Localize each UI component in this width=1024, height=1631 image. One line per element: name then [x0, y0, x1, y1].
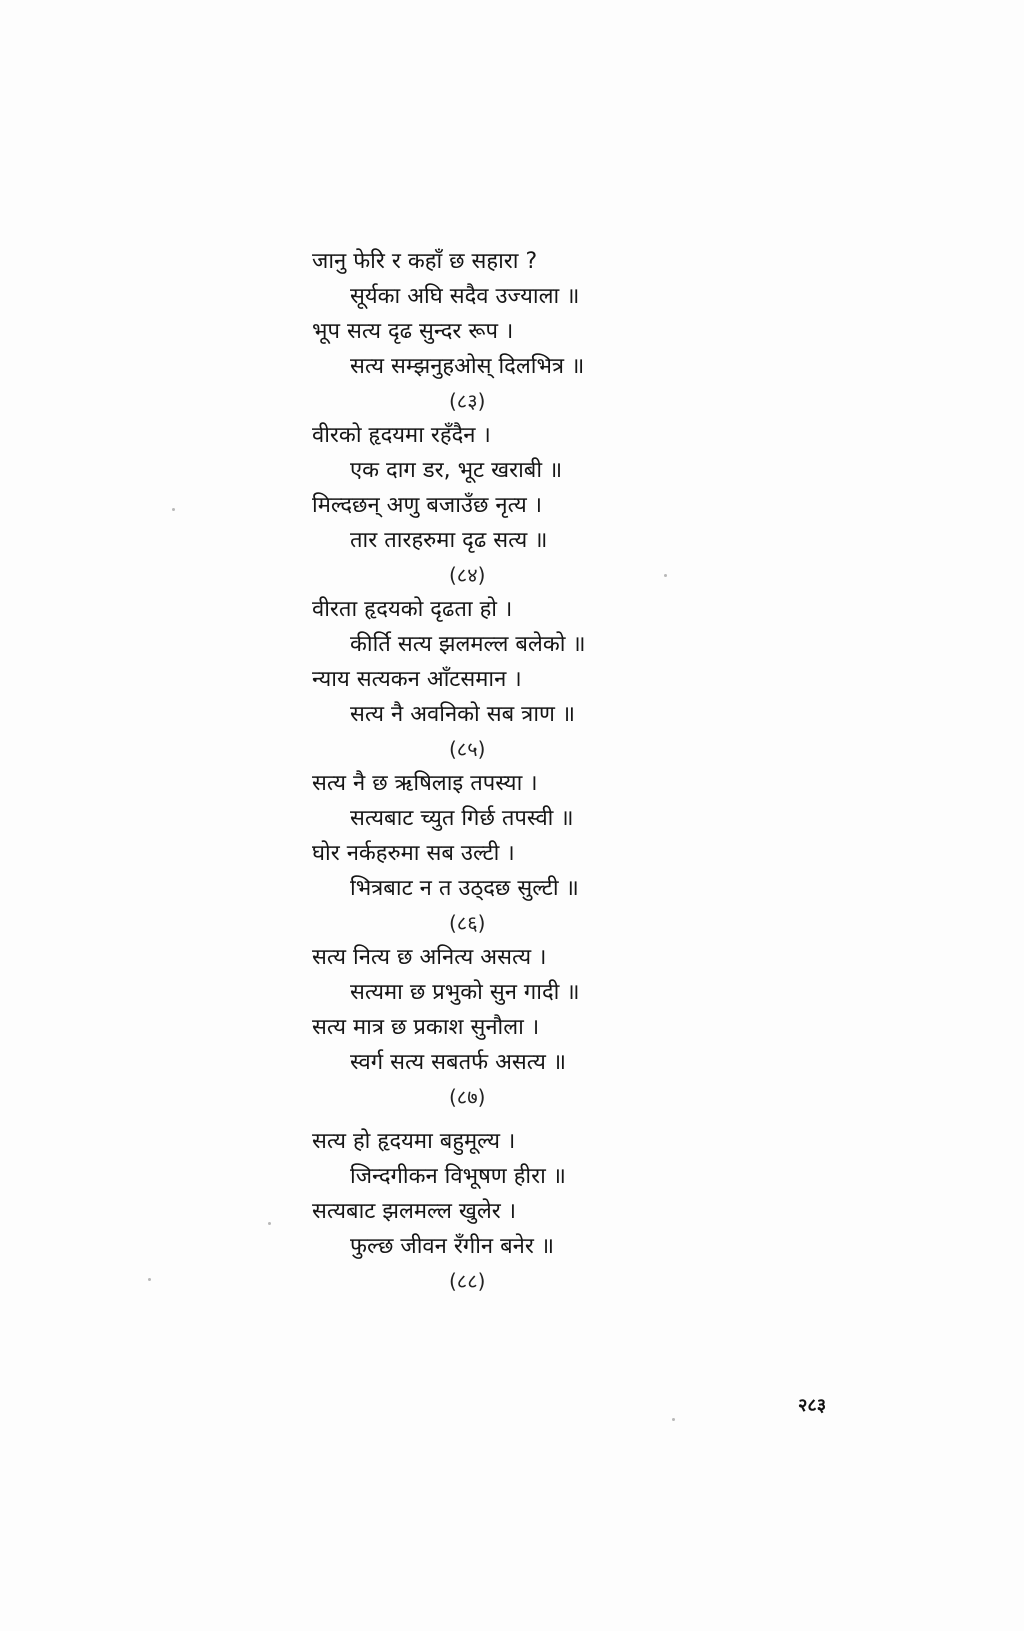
poem-line: सूर्यका अघि सदैव उज्याला ॥ — [350, 284, 580, 309]
stanza-gap — [312, 1114, 672, 1124]
poem-line: सत्यमा छ प्रभुको सुन गादी ॥ — [350, 980, 580, 1005]
verse-number: (८४) — [449, 563, 486, 587]
poem-line: भूप सत्य दृढ सुन्दर रूप । — [312, 319, 514, 344]
poem-line: सत्य हो हृदयमा बहुमूल्य । — [312, 1129, 516, 1154]
poem-line: स्वर्ग सत्य सबतर्फ असत्य ॥ — [350, 1050, 567, 1075]
poem-line: सत्य नित्य छ अनित्य असत्य । — [312, 945, 547, 970]
verse-number: (८८) — [449, 1269, 486, 1293]
poem-line: सत्य सम्झनुहओस् दिलभित्र ॥ — [350, 354, 585, 379]
verse-number: (८५) — [449, 737, 486, 761]
stanza-85 — [312, 592, 672, 766]
stanza-88 — [312, 1124, 672, 1298]
stanza-83 — [312, 244, 672, 418]
stanza-87 — [312, 940, 672, 1114]
scan-speck — [672, 1418, 675, 1421]
poem-line: सत्य मात्र छ प्रकाश सुनौला । — [312, 1015, 540, 1040]
poem-body — [312, 244, 672, 1298]
scan-speck — [268, 1222, 271, 1225]
poem-line: भित्रबाट न त उठ्दछ सुल्टी ॥ — [350, 876, 579, 901]
poem-line: सत्यबाट च्युत गिर्छ तपस्वी ॥ — [350, 806, 574, 831]
page-number: २८३ — [798, 1395, 827, 1416]
poem-line: जिन्दगीकन विभूषण हीरा ॥ — [350, 1164, 566, 1189]
poem-line: सत्य नै छ ऋषिलाइ तपस्या । — [312, 771, 538, 796]
poem-line: फुल्छ जीवन रँगीन बनेर ॥ — [350, 1234, 555, 1259]
poem-line: घोर नर्कहरुमा सब उल्टी । — [312, 841, 515, 866]
poem-line: कीर्ति सत्य झलमल्ल बलेको ॥ — [350, 632, 586, 657]
scan-speck — [148, 1278, 151, 1281]
poem-line: सत्य नै अवनिको सब त्राण ॥ — [350, 702, 576, 727]
poem-line: एक दाग डर, भूट खराबी ॥ — [350, 458, 563, 483]
stanza-86 — [312, 766, 672, 940]
scan-speck — [172, 508, 175, 511]
verse-number: (८६) — [449, 911, 486, 935]
stanza-84 — [312, 418, 672, 592]
poem-line: जानु फेरि र कहाँ छ सहारा ? — [312, 249, 538, 274]
poem-line: सत्यबाट झलमल्ल खुलेर । — [312, 1199, 517, 1224]
poem-line: मिल्दछन् अणु बजाउँछ नृत्य । — [312, 493, 543, 518]
poem-line: न्याय सत्यकन आँटसमान । — [312, 667, 522, 692]
verse-number: (८३) — [449, 389, 486, 413]
poem-line: वीरता हृदयको दृढता हो । — [312, 597, 513, 622]
verse-number: (८७) — [449, 1085, 486, 1109]
scan-speck — [664, 574, 667, 577]
poem-line: तार तारहरुमा दृढ सत्य ॥ — [350, 528, 548, 553]
poem-line: वीरको हृदयमा रहँदैन । — [312, 423, 491, 448]
